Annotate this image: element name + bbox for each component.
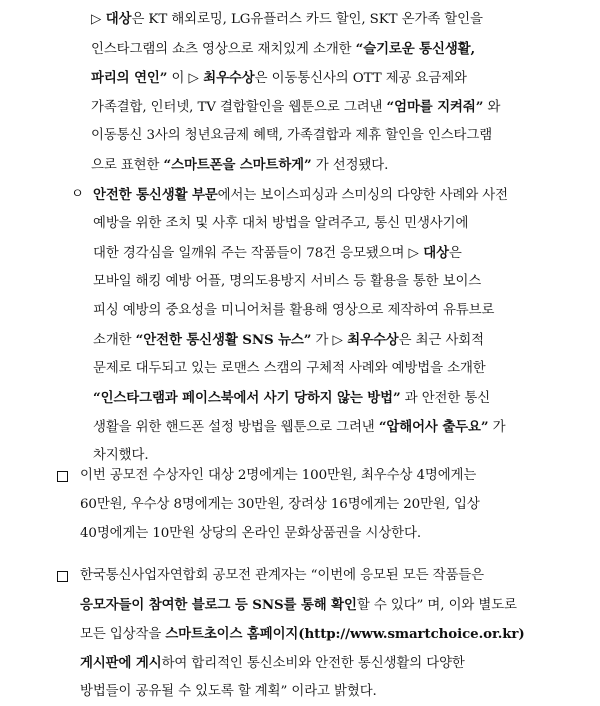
bold-text-segment: 응모자들이 참여한 블로그 등 SNS를 통해 확인 <box>80 597 357 613</box>
text-segment: 60만원, 우수상 8명에게는 30만원, 장려상 16명에게는 20만원, 입상 <box>80 497 480 512</box>
text-segment: 은 최근 사회적 <box>398 333 484 348</box>
text-segment: 에서는 보이스피싱과 스미싱의 다양한 사례와 사전 <box>217 188 508 203</box>
text-segment: 이 <box>167 71 189 86</box>
text-line <box>91 98 581 117</box>
text-segment: 방법들이 공유될 수 있도록 할 계획” 이라고 밝혔다. <box>80 684 377 699</box>
text-segment: 과 안전한 통신 <box>400 391 491 406</box>
bold-text-segment: ▷ 대상 <box>408 245 449 261</box>
text-segment: 이동통신 3사의 청년요금제 혜택, 가족결합과 제휴 할인을 인스타그램 <box>91 128 493 143</box>
text-line <box>93 186 581 205</box>
text-line <box>91 156 581 175</box>
text-segment: 모든 입상작을 <box>80 627 166 642</box>
bold-text-segment: 대상 <box>105 11 132 27</box>
bold-text-segment: 게시판에 게시 <box>80 655 162 671</box>
text-line <box>93 360 581 378</box>
text-line <box>91 127 581 145</box>
bold-text-segment: ▷ 최우수상 <box>332 332 399 348</box>
bold-text-segment: ▷ 최우수상 <box>188 70 255 86</box>
text-segment: 은 <box>448 246 462 261</box>
text-segment: 모바일 해킹 예방 어플, 명의도용방지 서비스 등 활용을 통한 보이스 <box>93 274 482 289</box>
text-segment: 피싱 예방의 중요성을 미니어처를 활용해 영상으로 제작하여 유튜브로 <box>93 303 495 318</box>
text-line <box>80 625 581 644</box>
square-bullet-icon <box>57 471 68 482</box>
text-segment: 소개한 <box>93 333 136 348</box>
text-segment: 가 선정됐다. <box>311 158 389 173</box>
text-line <box>80 567 581 585</box>
text-line <box>80 496 581 514</box>
text-segment: 이번 공모전 수상자인 대상 2명에게는 100만원, 최우수상 4명에게는 <box>80 468 477 483</box>
square-bullet-icon <box>57 571 68 582</box>
text-segment: 한국통신사업자연합회 공모전 관계자는 “이번에 응모된 모든 작품들은 <box>80 568 484 583</box>
text-segment: 할 수 있다” 며, 이와 별도로 <box>356 598 517 613</box>
text-segment: 은 이동통신사의 OTT 제공 요금제와 <box>254 71 467 86</box>
text-segment: 으로 표현한 <box>91 158 164 173</box>
text-line <box>93 273 581 291</box>
text-line <box>91 69 581 88</box>
text-segment: 가족결합, 인터넷, TV 결합할인을 웹툰으로 그려낸 <box>91 100 387 115</box>
text-line <box>93 418 581 437</box>
bold-text-segment: “인스타그램과 페이스북에서 사기 당하지 않는 방법” <box>93 390 401 406</box>
text-line <box>91 40 581 59</box>
text-segment: 하여 합리적인 통신소비와 안전한 통신생활의 다양한 <box>161 656 465 671</box>
text-segment: 예방을 위한 조치 및 사후 대처 방법을 알려주고, 통신 민생사기에 <box>93 216 469 231</box>
text-line <box>80 654 581 673</box>
text-segment: 40명에게는 10만원 상당의 온라인 문화상품권을 시상한다. <box>80 526 421 541</box>
text-line <box>93 447 581 465</box>
text-segment: 대한 경각심을 일깨워 주는 작품들이 78건 응모됐으며 <box>93 246 409 261</box>
text-line <box>93 389 581 408</box>
bold-text-segment: “스마트폰을 스마트하게” <box>163 157 312 173</box>
text-segment: 가 <box>488 420 506 435</box>
text-line <box>80 596 581 615</box>
bold-text-segment: ▷ <box>91 11 106 27</box>
bold-text-segment: 안전한 통신생활 부문 <box>93 187 218 203</box>
text-line <box>80 525 581 543</box>
text-segment: 차지했다. <box>93 448 149 463</box>
bold-text-segment: “안전한 통신생활 SNS 뉴스” <box>135 332 312 348</box>
bold-text-segment: 파리의 연인” <box>91 70 168 86</box>
text-line <box>91 10 581 29</box>
text-line <box>80 683 581 701</box>
text-segment: 문제로 대두되고 있는 로맨스 스캠의 구체적 사례와 예방법을 소개한 <box>93 361 486 376</box>
text-line <box>80 467 581 485</box>
text-segment: 인스타그램의 쇼츠 영상으로 재치있게 소개한 <box>91 42 356 57</box>
text-segment: 생활을 위한 핸드폰 설정 방법을 웹툰으로 그려낸 <box>93 420 379 435</box>
text-line <box>93 244 581 263</box>
bold-text-segment: “슬기로운 통신생활, <box>355 41 476 57</box>
text-segment: 와 <box>483 100 501 115</box>
bold-text-segment: “엄마를 지켜줘” <box>386 99 484 115</box>
text-line <box>93 215 581 233</box>
text-line <box>93 331 581 350</box>
text-line <box>93 302 581 320</box>
text-segment: 은 KT 해외로밍, LG유플러스 카드 할인, SKT 온가족 할인을 <box>131 12 483 27</box>
circle-bullet: ㅇ <box>71 187 84 202</box>
bold-text-segment: “압해어사 출두요” <box>378 419 489 435</box>
bold-text-segment: 스마트초이스 홈페이지(http://www.smartchoice.or.kr) <box>165 626 525 642</box>
text-segment: 가 <box>311 333 333 348</box>
